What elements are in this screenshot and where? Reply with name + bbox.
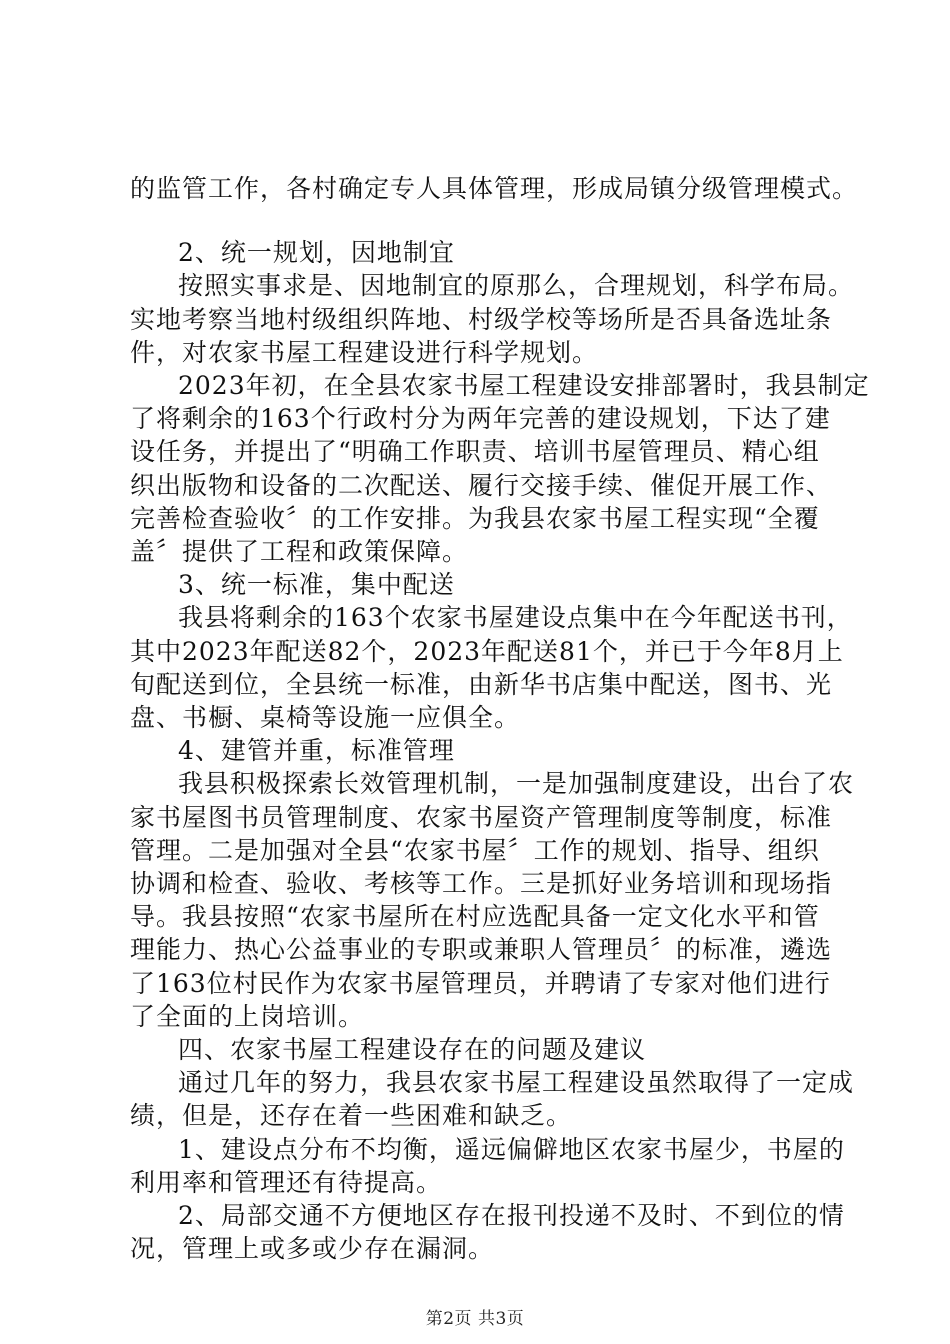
text-line: 协调和检查、验收、考核等工作。三是抓好业务培训和现场指 bbox=[130, 869, 833, 898]
section-heading: 3、统一标准，集中配送 bbox=[178, 570, 455, 599]
section-heading: 4、建管并重，标准管理 bbox=[178, 736, 455, 765]
text-line: 了全面的上岗培训。 bbox=[130, 1002, 365, 1031]
text-line: 盖〞提供了工程和政策保障。 bbox=[130, 537, 469, 566]
text-line: 按照实事求是、因地制宜的原那么，合理规划，科学布局。 bbox=[178, 271, 855, 300]
text-line: 的监管工作，各村确定专人具体管理，形成局镇分级管理模式。 bbox=[130, 174, 859, 203]
text-line: 完善检查验收〞的工作安排。为我县农家书屋工程实现“全覆 bbox=[130, 504, 820, 533]
text-line: 绩，但是，还存在着一些困难和缺乏。 bbox=[130, 1101, 573, 1130]
section-heading: 四、农家书屋工程建设存在的问题及建议 bbox=[178, 1035, 647, 1064]
text-line: 通过几年的努力，我县农家书屋工程建设虽然取得了一定成 bbox=[178, 1068, 855, 1097]
text-line: 我县将剩余的163个农家书屋建设点集中在今年配送书刊， bbox=[178, 603, 853, 632]
text-line: 织出版物和设备的二次配送、履行交接手续、催促开展工作、 bbox=[130, 471, 833, 500]
text-line: 理能力、热心公益事业的专职或兼职人管理员〞的标准，遴选 bbox=[130, 935, 833, 964]
text-line: 2、局部交通不方便地区存在报刊投递不及时、不到位的情 bbox=[178, 1201, 845, 1230]
text-line: 其中2023年配送82个，2023年配送81个，并已于今年8月上 bbox=[130, 637, 844, 666]
page-number-footer: 第2页 共3页 bbox=[425, 1309, 525, 1329]
text-line: 家书屋图书员管理制度、农家书屋资产管理制度等制度，标准 bbox=[130, 803, 833, 832]
text-line: 设任务，并提出了“明确工作职责、培训书屋管理员、精心组 bbox=[130, 437, 820, 466]
section-heading: 2、统一规划，因地制宜 bbox=[178, 238, 455, 267]
text-line: 旬配送到位，全县统一标准，由新华书店集中配送，图书、光 bbox=[130, 670, 833, 699]
text-line: 实地考察当地村级组织阵地、村级学校等场所是否具备选址条 bbox=[130, 305, 833, 334]
text-line: 1、建设点分布不均衡，遥远偏僻地区农家书屋少，书屋的 bbox=[178, 1135, 845, 1164]
text-line: 导。我县按照“农家书屋所在村应选配具备一定文化水平和管 bbox=[130, 902, 820, 931]
text-line: 管理。二是加强对全县“农家书屋〞工作的规划、指导、组织 bbox=[130, 836, 820, 865]
text-line: 了将剩余的163个行政村分为两年完善的建设规划，下达了建 bbox=[130, 404, 831, 433]
text-line: 2023年初，在全县农家书屋工程建设安排部署时，我县制定 bbox=[178, 371, 870, 400]
text-line: 况，管理上或多或少存在漏洞。 bbox=[130, 1234, 495, 1263]
text-line: 利用率和管理还有待提高。 bbox=[130, 1168, 443, 1197]
text-line: 了163位村民作为农家书屋管理员，并聘请了专家对他们进行 bbox=[130, 969, 831, 998]
text-line: 我县积极探索长效管理机制，一是加强制度建设，出台了农 bbox=[178, 769, 855, 798]
text-line: 盘、书橱、桌椅等设施一应俱全。 bbox=[130, 703, 521, 732]
text-line: 件，对农家书屋工程建设进行科学规划。 bbox=[130, 338, 599, 367]
